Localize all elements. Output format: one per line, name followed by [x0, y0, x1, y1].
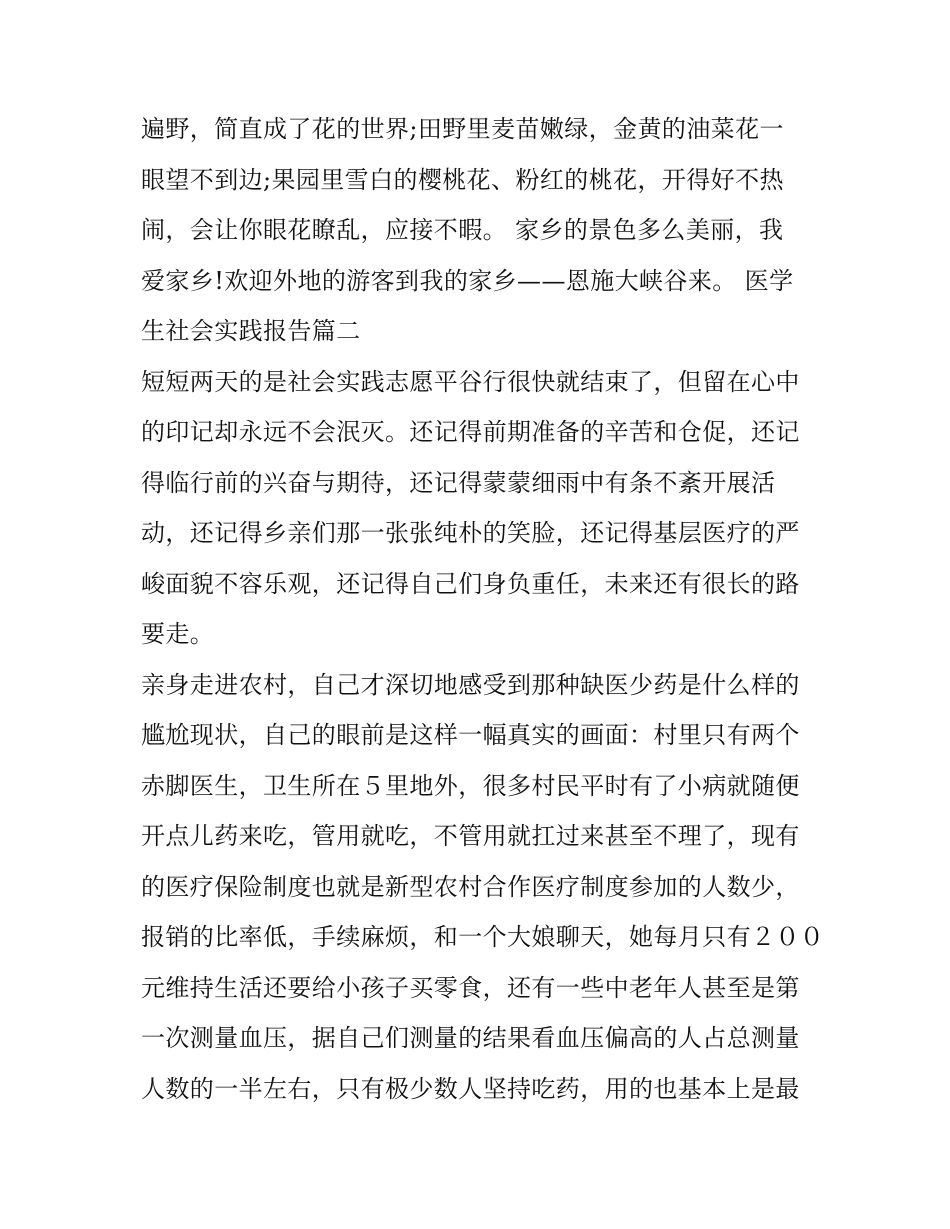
text-line: 要走。: [141, 620, 215, 648]
text-line: 遍野，简直成了花的世界;田野里麦苗嫩绿，金黄的油菜花一: [141, 115, 784, 143]
text-line: 峻面貌不容乐观，还记得自己们身负重任，未来还有很长的路: [141, 569, 800, 598]
document-body: [141, 104, 825, 1114]
text-line: 闹，会让你眼花瞭乱，应接不暇。 家乡的景色多么美丽，我: [141, 216, 784, 244]
text-line: 亲身走进农村，自己才深切地感受到那种缺医少药是什么样的: [141, 670, 800, 699]
text-line: 短短两天的是社会实践志愿平谷行很快就结束了，但留在心中: [141, 367, 800, 396]
text-line: 人数的一半左右，只有极少数人坚持吃药，用的也基本上是最: [141, 1074, 800, 1103]
text-line: 报销的比率低，手续麻烦，和一个大娘聊天，她每月只有２００: [141, 923, 825, 951]
text-line: 动，还记得乡亲们那一张张纯朴的笑脸，还记得基层医疗的严: [141, 519, 800, 547]
section-heading-line: 生社会实践报告篇二: [141, 317, 361, 345]
text-line: 元维持生活还要给小孩子买零食，还有一些中老年人甚至是第: [141, 973, 800, 1002]
text-line: 一次测量血压，据自己们测量的结果看血压偏高的人占总测量: [141, 1024, 800, 1052]
text-line: 开点儿药来吃，管用就吃，不管用就扛过来甚至不理了，现有: [141, 822, 800, 850]
text-line: 爱家乡!欢迎外地的游客到我的家乡——恩施大峡谷来。 医学: [141, 266, 794, 295]
text-line: 尴尬现状，自己的眼前是这样一幅真实的画面：村里只有两个: [141, 721, 800, 749]
text-line: 眼望不到边;果园里雪白的樱桃花、粉红的桃花，开得好不热: [141, 165, 784, 194]
text-line: 的印记却永远不会泯灭。还记得前期准备的辛苦和仓促，还记: [141, 418, 800, 446]
text-line: 得临行前的兴奋与期待，还记得蒙蒙细雨中有条不紊开展活: [141, 468, 776, 497]
text-line: 的医疗保险制度也就是新型农村合作医疗制度参加的人数少，: [141, 872, 800, 901]
text-line: 赤脚医生，卫生所在５里地外，很多村民平时有了小病就随便: [141, 771, 800, 800]
